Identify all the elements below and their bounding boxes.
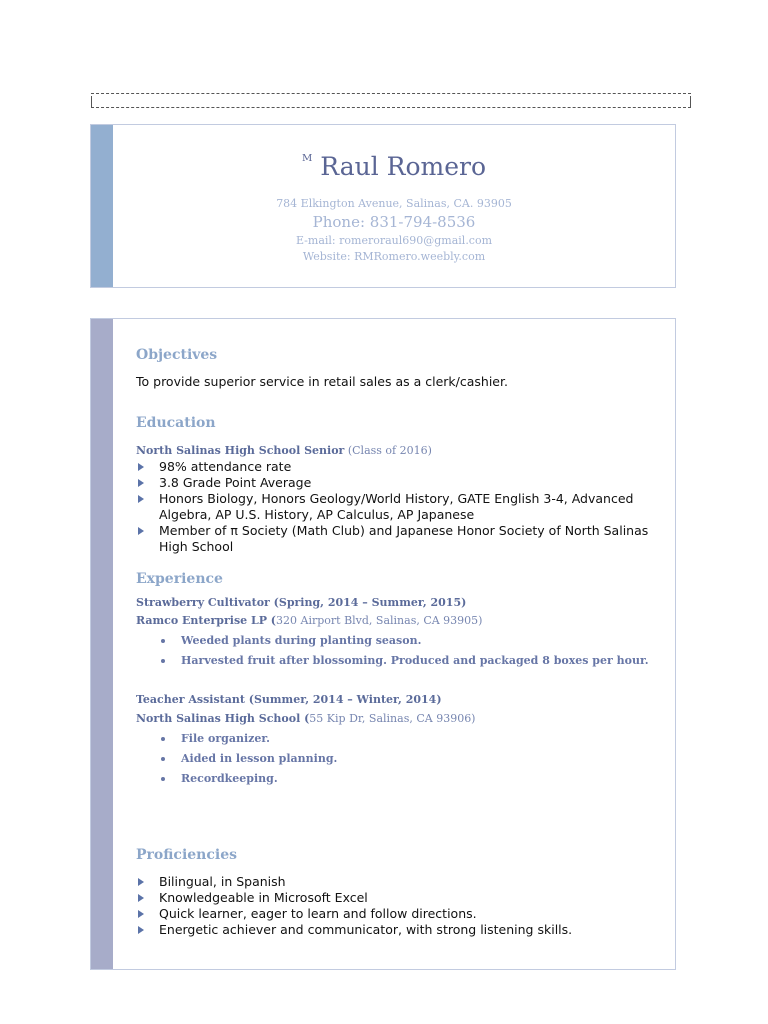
name-mark: ᴹ — [301, 151, 313, 170]
contact-header-box — [90, 124, 676, 288]
contact-email: E-mail: romeroraul690@gmail.com — [295, 234, 493, 247]
resume-name: $^ᴹ$ Raul Romero — [301, 151, 487, 181]
header-accent-bar — [91, 125, 113, 287]
experience-heading: Experience — [136, 571, 223, 587]
list-item: Aided in lesson planning. — [158, 752, 337, 772]
list-item: Honors Biology, Honors Geology/World History, GATE English 3-4, Advanced Algebra, AP U.S. History, AP Calculus, AP Japanese — [136, 491, 656, 523]
list-item: Harvested fruit after blossoming. Produced and packaged 8 boxes per hour. — [158, 654, 649, 674]
job-title: Strawberry Cultivator (Spring, 2014 – Summer, 2015) — [136, 596, 467, 609]
list-item: Member of π Society (Math Club) and Japanese Honor Society of North Salinas High School — [136, 523, 656, 555]
header-dashed-edge-left — [91, 96, 92, 107]
contact-phone: Phone: 831-794-8536 — [312, 213, 476, 231]
objectives-heading: Objectives — [136, 347, 218, 363]
job-title: Teacher Assistant (Summer, 2014 – Winter, 2014) — [136, 693, 442, 706]
objectives-text: To provide superior service in retail sales as a clerk/cashier. — [136, 374, 508, 389]
header-dashed-edge-right — [690, 96, 691, 107]
job-duties-list — [158, 634, 649, 674]
proficiencies-heading: Proficiencies — [136, 847, 237, 863]
list-item: Energetic achiever and communicator, with strong listening skills. — [136, 922, 656, 938]
education-list — [136, 459, 656, 555]
job-duties-list — [158, 732, 337, 792]
job-employer: Ramco Enterprise LP (320 Airport Blvd, Salinas, CA 93905) — [136, 614, 483, 627]
job-employer: North Salinas High School (55 Kip Dr, Salinas, CA 93906) — [136, 712, 476, 725]
education-heading: Education — [136, 415, 216, 431]
list-item: Bilingual, in Spanish — [136, 874, 656, 890]
list-item: File organizer. — [158, 732, 337, 752]
list-item: Recordkeeping. — [158, 772, 337, 792]
body-accent-bar — [91, 319, 113, 969]
header-dashed-line-top — [91, 93, 691, 94]
resume-body-box — [90, 318, 676, 970]
list-item: 3.8 Grade Point Average — [136, 475, 656, 491]
list-item: Quick learner, eager to learn and follow directions. — [136, 906, 656, 922]
header-dashed-line-bottom — [91, 107, 691, 108]
list-item: Knowledgeable in Microsoft Excel — [136, 890, 656, 906]
contact-website: Website: RMRomero.weebly.com — [302, 250, 486, 263]
list-item: 98% attendance rate — [136, 459, 656, 475]
education-school: North Salinas High School Senior (Class of 2016) — [136, 444, 432, 457]
contact-address: 784 Elkington Avenue, Salinas, CA. 93905 — [276, 197, 512, 210]
proficiencies-list — [136, 874, 656, 938]
list-item: Weeded plants during planting season. — [158, 634, 649, 654]
